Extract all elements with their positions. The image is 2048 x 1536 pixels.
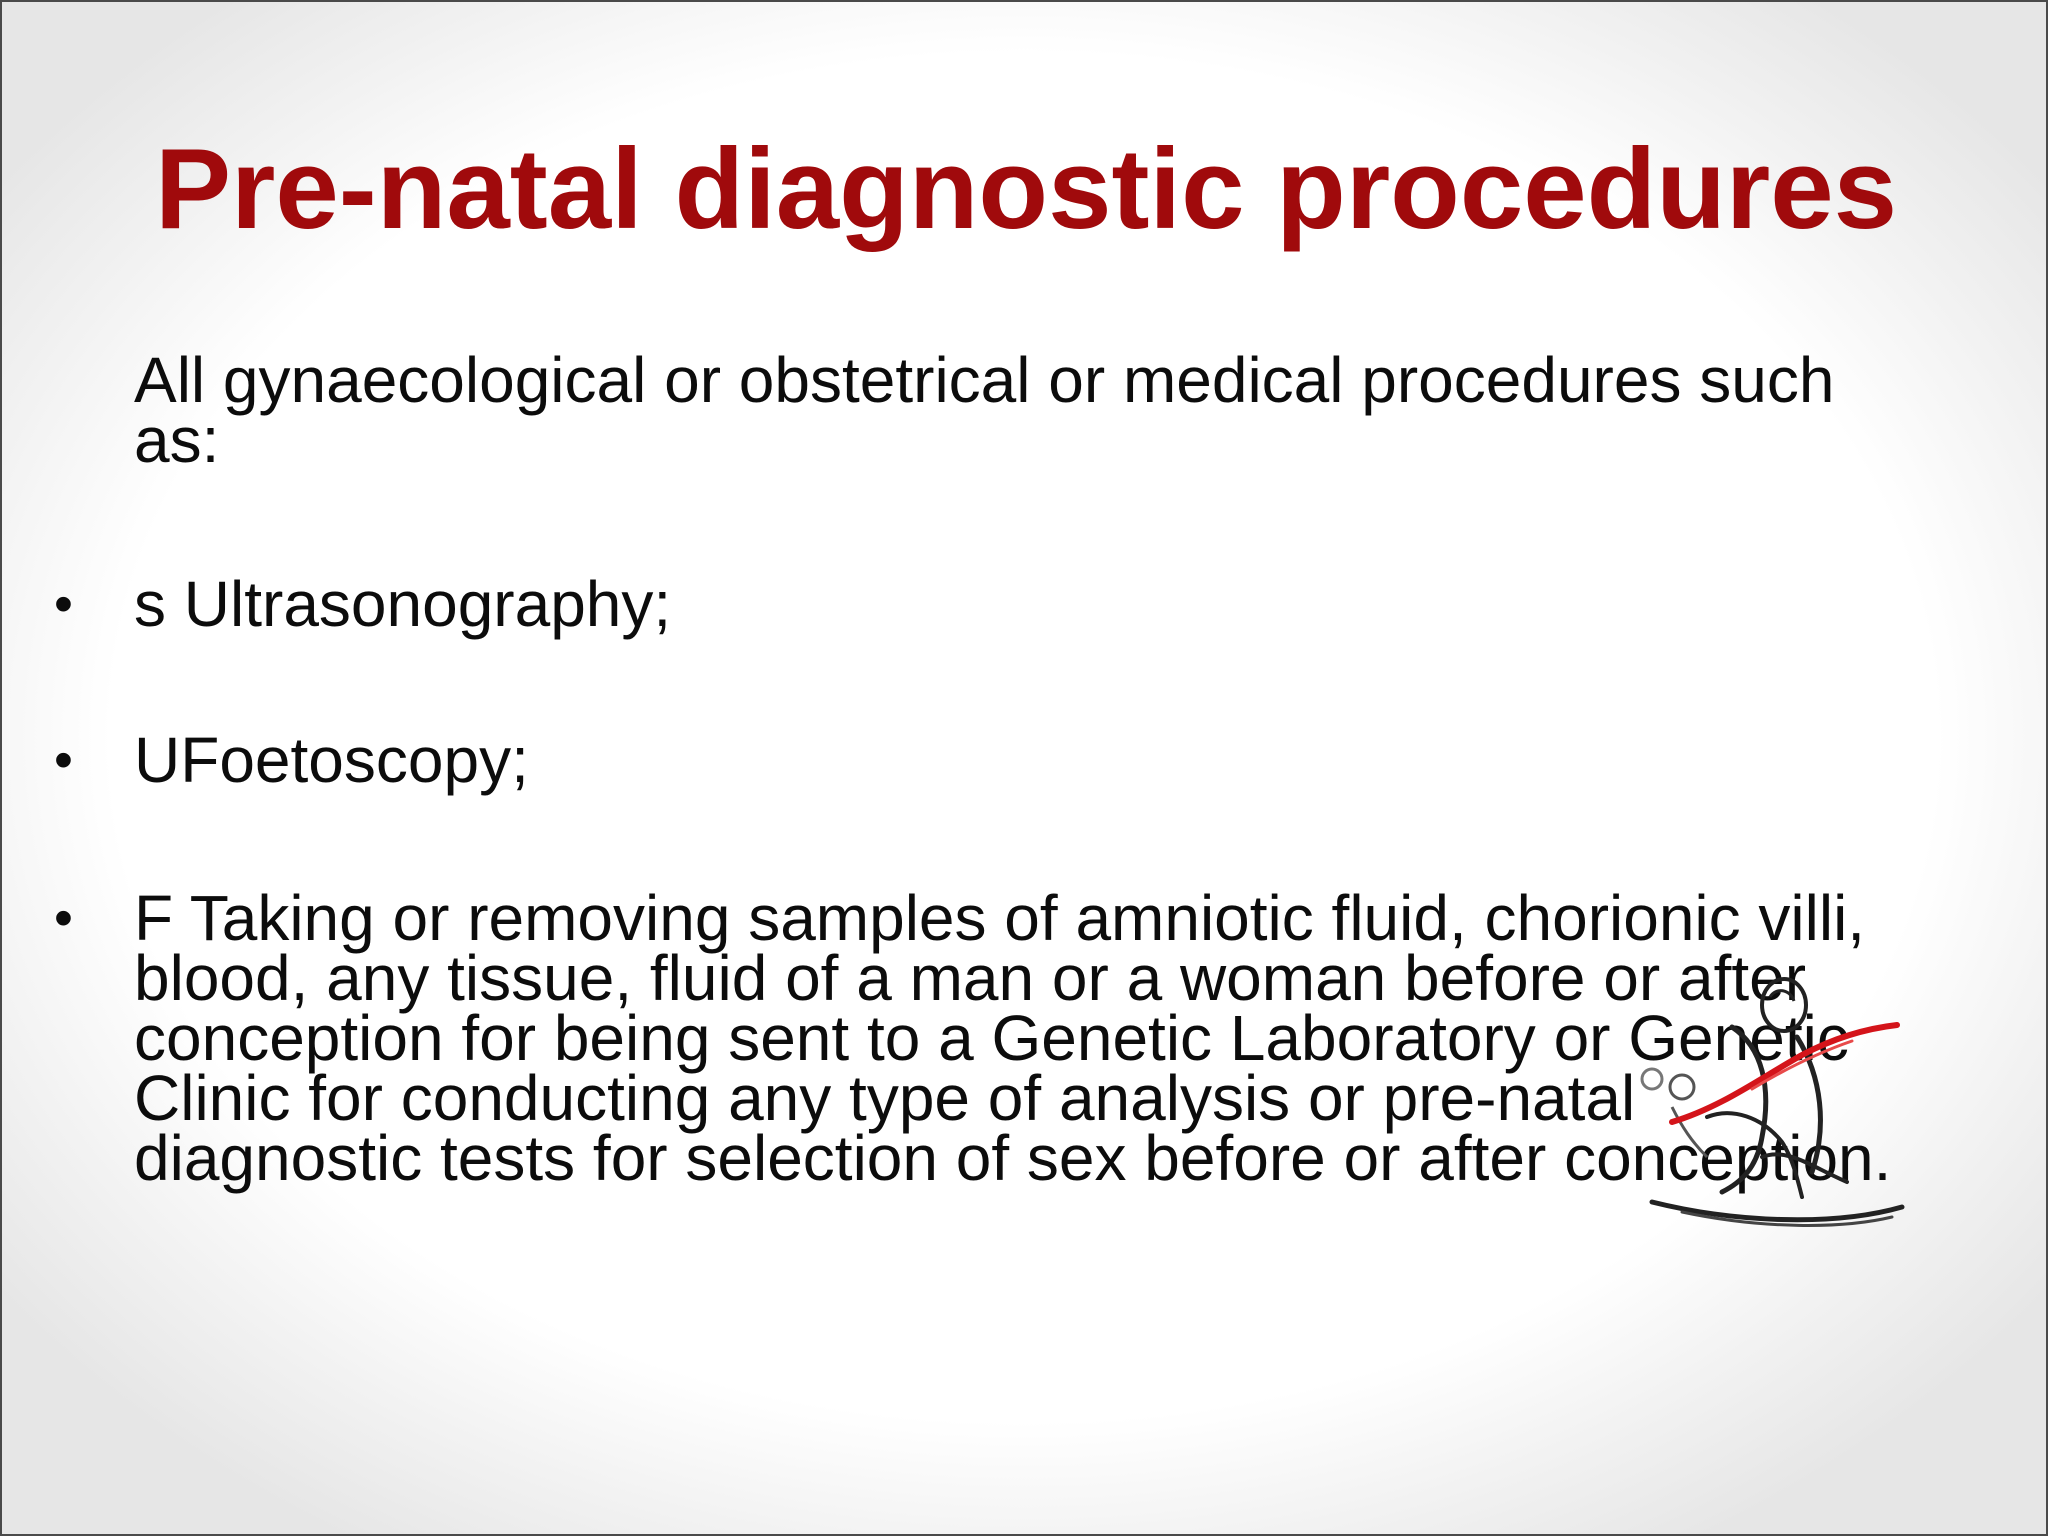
bullet-text: F Taking or removing samples of amniotic fluid, chorionic villi, blood, any tissue, fluid of a man or a woman before or after conception for being sent to a Genetic Laboratory or Genetic Clinic for conducting any type of analysis or pre-natal diagnostic tests for selection of sex before or after conception. xyxy=(134,882,1892,1194)
slide-title: Pre-natal diagnostic procedures xyxy=(154,126,1898,253)
bullet-marker: • xyxy=(54,730,73,790)
intro-text: All gynaecological or obstetrical or medical procedures such as: xyxy=(134,344,1835,476)
bullet-text: UFoetoscopy; xyxy=(134,724,529,796)
bullet-text: s Ultrasonography; xyxy=(134,568,672,640)
bullet-marker: • xyxy=(54,574,73,634)
bullet-marker: • xyxy=(54,888,73,948)
stick-figure-with-red-ribbon-icon xyxy=(1612,967,1912,1237)
